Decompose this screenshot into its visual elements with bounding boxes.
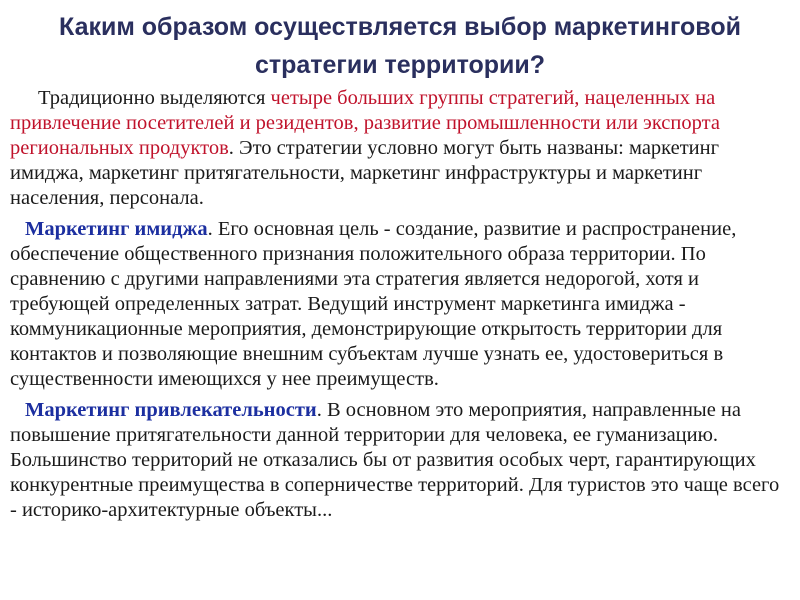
intro-lead-text: Традиционно выделяются: [38, 87, 271, 109]
title-line-1: Каким образом осуществляется выбор маркетинговой: [59, 13, 741, 41]
slide-body: [10, 86, 780, 529]
title-line-2: стратегии территории?: [254, 51, 546, 79]
intro-tail-text: . Это стратегии условно могут быть названы: маркетинг имиджа, маркетинг притягательности, маркетинг инфраструктуры и маркетинг населения, персонала.: [10, 137, 720, 209]
intro-highlight-text: четыре больших группы стратегий, нацеленных на привлечение посетителей и резидентов, развитие промышленности или экспорта региональных продуктов: [10, 87, 720, 159]
image-marketing-paragraph: [10, 217, 780, 392]
attractiveness-marketing-text: . В основном это мероприятия, направленные на повышение притягательности данной территории для человека, ее гуманизацию. Большинство территорий не отказались бы от развития особых черт, гарантирующих конкурентные преимущества в соперничестве территорий. Для туристов это чаще всего - историко-архитектурные объекты...: [10, 399, 780, 521]
intro-paragraph: [10, 86, 780, 211]
image-marketing-heading: Маркетинг имиджа: [25, 218, 208, 240]
attractiveness-marketing-paragraph: [10, 398, 780, 523]
image-marketing-text: . Его основная цель - создание, развитие и распространение, обеспечение общественного признания положительного образа территории. По сравнению с другими направлениями эта стратегия является недорогой, хотя и требующей определенных затрат. Ведущий инструмент маркетинга имиджа - коммуникационные мероприятия, демонстрирующие открытость территории для контактов и позволяющие внешним субъектам лучше узнать ее, удостовериться в существенности имеющихся у нее преимуществ.: [10, 218, 737, 390]
slide-title: [0, 8, 800, 84]
attractiveness-marketing-heading: Маркетинг привлекательности: [25, 399, 317, 421]
